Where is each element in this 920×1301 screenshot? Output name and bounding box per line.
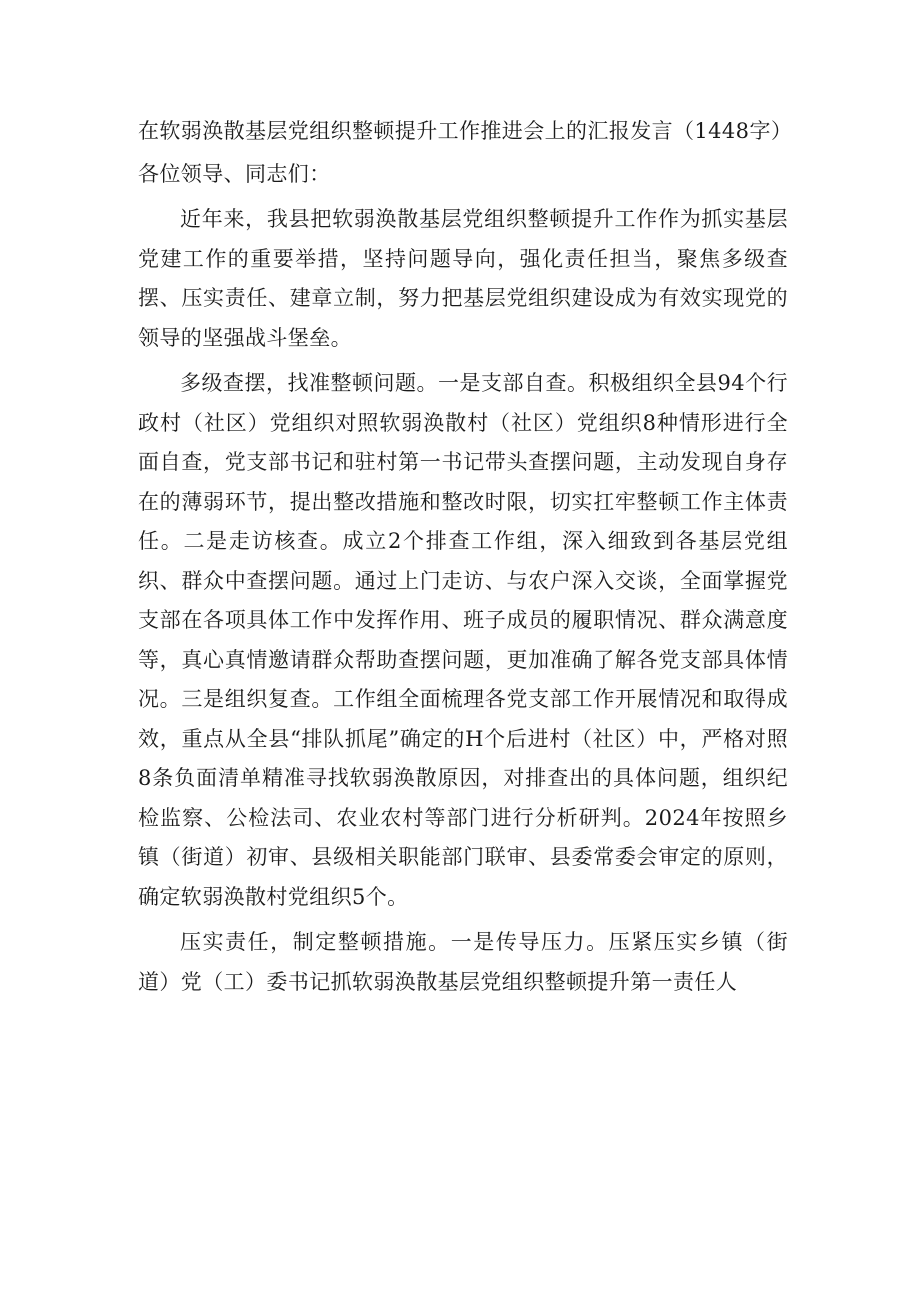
salutation: 各位领导、同志们： [138, 161, 331, 186]
document-body [138, 112, 793, 1002]
paragraph-multilevel-review: 多级查摆，找准整顿问题。一是支部自查。积极组织全县94个行政村（社区）党组织对照软弱涣散村（社区）党组织8种情形进行全面自查，党支部书记和驻村第一书记带头查摆问题，主动发现自身存在的薄弱环节，提出整改措施和整改时限，切实扛牢整顿工作主体责任。二是走访核查。成立2个排查工作组，深入细致到各基层党组织、群众中查摆问题。通过上门走访、与农户深入交谈，全面掌握党支部在各项具体工作中发挥作用、班子成员的履职情况、群众满意度等，真心真情邀请群众帮助查摆问题，更加准确了解各党支部具体情况。三是组织复查。工作组全面梳理各党支部工作开展情况和取得成效，重点从全县“排队抓尾”确定的H个后进村（社区）中，严格对照8条负面清单精准寻找软弱涣散原因，对排查出的具体问题，组织纪检监察、公检法司、农业农村等部门进行分析研判。2024年按照乡镇（街道）初审、县级相关职能部门联审、县委常委会审定的原则，确定软弱涣散村党组织5个。 [138, 371, 788, 909]
document-title: 在软弱涣散基层党组织整顿提升工作推进会上的汇报发言（1448字） [138, 119, 793, 143]
paragraph-intro: 近年来，我县把软弱涣散基层党组织整顿提升工作作为抓实基层党建工作的重要举措，坚持问题导向，强化责任担当，聚焦多级查摆、压实责任、建章立制，努力把基层党组织建设成为有效实现党的领导的坚强战斗堡垒。 [138, 207, 788, 350]
paragraph-responsibility: 压实责任，制定整顿措施。一是传导压力。压紧压实乡镇（街道）党（工）委书记抓软弱涣散基层党组织整顿提升第一责任人 [138, 930, 788, 994]
